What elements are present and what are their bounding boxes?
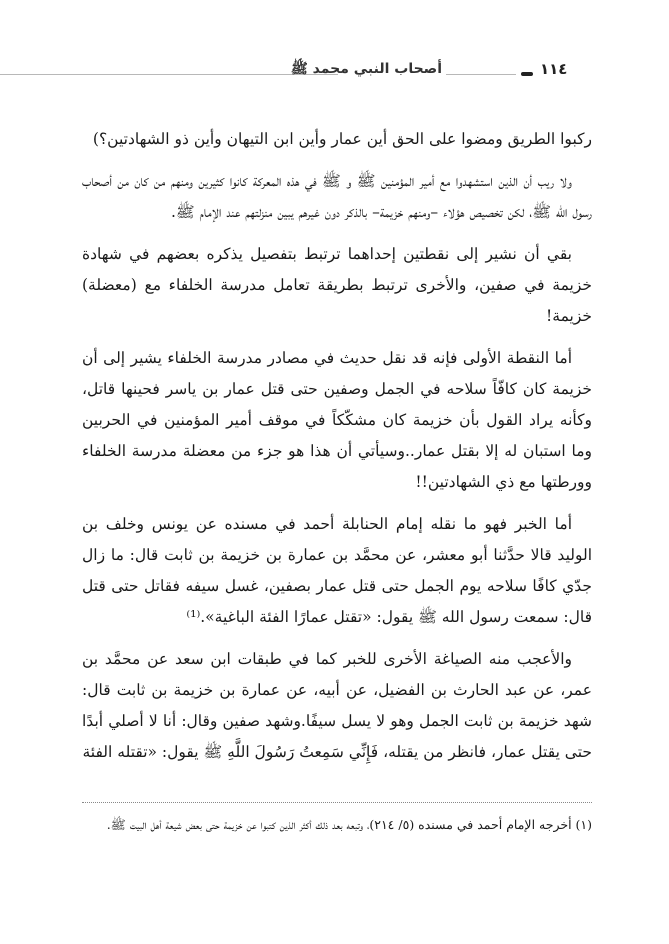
header-rule-right — [446, 74, 516, 75]
paragraph: أما الخبر فهو ما نقله إمام الحنابلة أحمد في مسنده عن يونس وخلف بن الوليد قالا حدَّثنا أبو معشر، عن محمَّد بن عمارة بن خزيمة بن ثابت قال: ما زال جدّي كافًا سلاحه يوم الجمل حتى قتل عمار بصفين، غسل سيفه فقاتل حتى قتل قال: سمعت رسول الله ﷺ يقول: «تقتل عمارًا الفئة الباغية».⁽¹⁾ — [82, 515, 592, 626]
running-title: أصحاب النبي محمد ﷺ — [290, 61, 442, 77]
paragraph: ولا ريب أن الذين استشهدوا مع أمير المؤمنين ﷺ و ﷺ في هذه المعركة كانوا كثيرين ومنهم من كان من أصحاب رسول الله ﷺ، لكن تخصيص هؤلاء –ومنهم خزيمة– بالذكر دون غيرهم يبين منزلتهم عند الإمام ﷺ. — [82, 172, 592, 221]
footnote-separator — [82, 802, 592, 803]
page-number-dash — [521, 72, 533, 76]
footnotes — [82, 812, 592, 837]
main-text — [82, 124, 592, 779]
header-rule-left — [0, 74, 338, 75]
paragraph: بقي أن نشير إلى نقطتين إحداهما ترتبط بتفصيل يذكره بعضهم في شهادة خزيمة في صفين، والأخرى ترتبط بطريقة تعامل مدرسة الخلفاء مع (معضلة) خزيمة! — [82, 245, 592, 325]
page-header — [0, 58, 669, 88]
page-number: ١١٤ — [540, 60, 568, 78]
paragraph: أما النقطة الأولى فإنه قد نقل حديث في مصادر مدرسة الخلفاء يشير إلى أن خزيمة كان كافّاً سلاحه في الجمل وصفين حتى قتل عمار بن ياسر فحينها قاتل، وكأنه يراد القول بأن خزيمة كان مشكّكاً في موقف أمير المؤمنين في الحربين وما استبان له إلا بقتل عمار..وسيأتي أن هذا هو جزء من معضلة مدرسة الخلفاء وورطتها مع ذي الشهادتين!! — [82, 349, 592, 491]
paragraph: ركبوا الطريق ومضوا على الحق أين عمار وأين ابن التيهان وأين ذو الشهادتين؟) — [92, 130, 592, 148]
paragraph: والأعجب منه الصياغة الأخرى للخبر كما في طبقات ابن سعد عن محمَّد بن عمر، عن عبد الحارث بن الفضيل، عن أبيه، عن عمارة بن خزيمة بن ثابت قال: شهد خزيمة بن ثابت الجمل وهو لا يسل سيفًا.وشهد صفين وقال: أنا لا أصلي أبدًا حتى يقتل عمار، فانظر من يقتله، فَإِنِّي سَمِعتُ رَسُولَ اللَّهِ ﷺ يقول: «تقتله الفئة — [82, 650, 592, 761]
footnote: (١) أخرجه الإمام أحمد في مسنده (٥/ ٢١٤)، وتبعه بعد ذلك أكثر الذين كتبوا عن خزيمة حتى بعض شيعة أهل البيت ﷺ. — [106, 817, 592, 832]
